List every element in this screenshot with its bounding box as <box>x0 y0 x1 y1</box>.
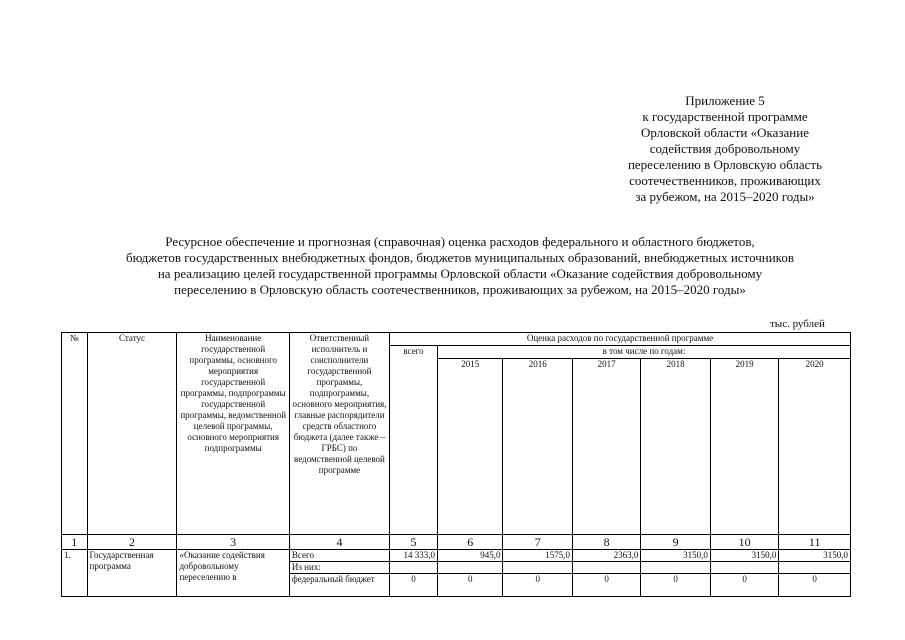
cell-total: 14 333,0 <box>390 550 438 562</box>
cell-value: 0 <box>438 574 503 597</box>
cell-total: 0 <box>390 574 438 597</box>
title-line: Ресурсное обеспечение и прогнозная (справочная) оценка расходов федерального и областного бюджетов, <box>165 234 755 249</box>
header-estimate: Оценка расходов по государственной программе <box>390 333 851 346</box>
title-line: переселению в Орловскую область соотечественников, проживающих за рубежом, на 2015–2020 годы» <box>174 282 746 297</box>
row-status: Государственная программа <box>87 550 177 597</box>
row-num: 1. <box>62 550 88 597</box>
col-number: 10 <box>710 535 778 550</box>
units-label: тыс. рублей <box>770 318 825 330</box>
col-number: 6 <box>438 535 503 550</box>
cell-value: 0 <box>710 574 778 597</box>
header-year: 2018 <box>641 359 710 535</box>
cell-value <box>779 562 851 574</box>
appendix-line: Орловской области «Оказание <box>641 125 809 140</box>
header-year: 2020 <box>779 359 851 535</box>
col-number: 2 <box>87 535 177 550</box>
col-number: 1 <box>62 535 88 550</box>
col-number: 8 <box>572 535 640 550</box>
cell-value: 3150,0 <box>710 550 778 562</box>
appendix-header <box>590 93 860 205</box>
col-number: 9 <box>641 535 710 550</box>
appendix-line: за рубежом, на 2015–2020 годы» <box>635 189 815 204</box>
header-year: 2016 <box>503 359 572 535</box>
cell-value: 3150,0 <box>779 550 851 562</box>
cell-value <box>641 562 710 574</box>
cell-value <box>503 562 572 574</box>
table-row <box>62 550 851 562</box>
col-number: 3 <box>177 535 289 550</box>
row-executor: федеральный бюджет <box>289 574 389 597</box>
cell-value: 0 <box>779 574 851 597</box>
header-year: 2019 <box>710 359 778 535</box>
appendix-line: содействия добровольному <box>649 141 801 156</box>
title-line: на реализацию целей государственной программы Орловской области «Оказание содействия добровольному <box>157 266 763 281</box>
appendix-line: переселению в Орловскую область <box>627 157 823 172</box>
appendix-line: Приложение 5 <box>685 93 765 108</box>
cell-value: 945,0 <box>438 550 503 562</box>
row-executor: Из них: <box>289 562 389 574</box>
header-name: Наименование государственной программы, основного мероприятия государственной программы, подпрограммы государственной программы, ведомственной целевой программы, основного мероприятия подпрограммы <box>177 333 289 535</box>
header-year: 2015 <box>438 359 503 535</box>
appendix-line: соотечественников, проживающих <box>629 173 821 188</box>
row-executor: Всего <box>289 550 389 562</box>
cell-value: 1575,0 <box>503 550 572 562</box>
col-number: 4 <box>289 535 389 550</box>
header-by-years: в том числе по годам: <box>438 346 851 359</box>
cell-value <box>710 562 778 574</box>
header-year: 2017 <box>572 359 640 535</box>
col-number: 7 <box>503 535 572 550</box>
row-name: «Оказание содействия добровольному переселению в <box>177 550 289 597</box>
budget-table <box>61 332 851 597</box>
document-title <box>40 234 880 298</box>
cell-value: 3150,0 <box>641 550 710 562</box>
cell-value: 2363,0 <box>572 550 640 562</box>
header-status: Статус <box>87 333 177 535</box>
column-number-row <box>62 535 851 550</box>
cell-value: 0 <box>641 574 710 597</box>
col-number: 11 <box>779 535 851 550</box>
cell-value: 0 <box>503 574 572 597</box>
cell-value <box>572 562 640 574</box>
header-executor: Ответственный исполнитель и соисполнители государственной программы, подпрограммы, основного мероприятия, главные распорядители средств областного бюджета (далее также – ГРБС) по ведомственной целевой программе <box>289 333 389 535</box>
cell-value <box>438 562 503 574</box>
header-num: № <box>62 333 88 535</box>
header-total: всего <box>390 346 438 535</box>
title-line: бюджетов государственных внебюджетных фондов, бюджетов муниципальных образований, внебюджетных источников <box>126 250 794 265</box>
cell-total <box>390 562 438 574</box>
appendix-line: к государственной программе <box>642 109 808 124</box>
col-number: 5 <box>390 535 438 550</box>
cell-value: 0 <box>572 574 640 597</box>
